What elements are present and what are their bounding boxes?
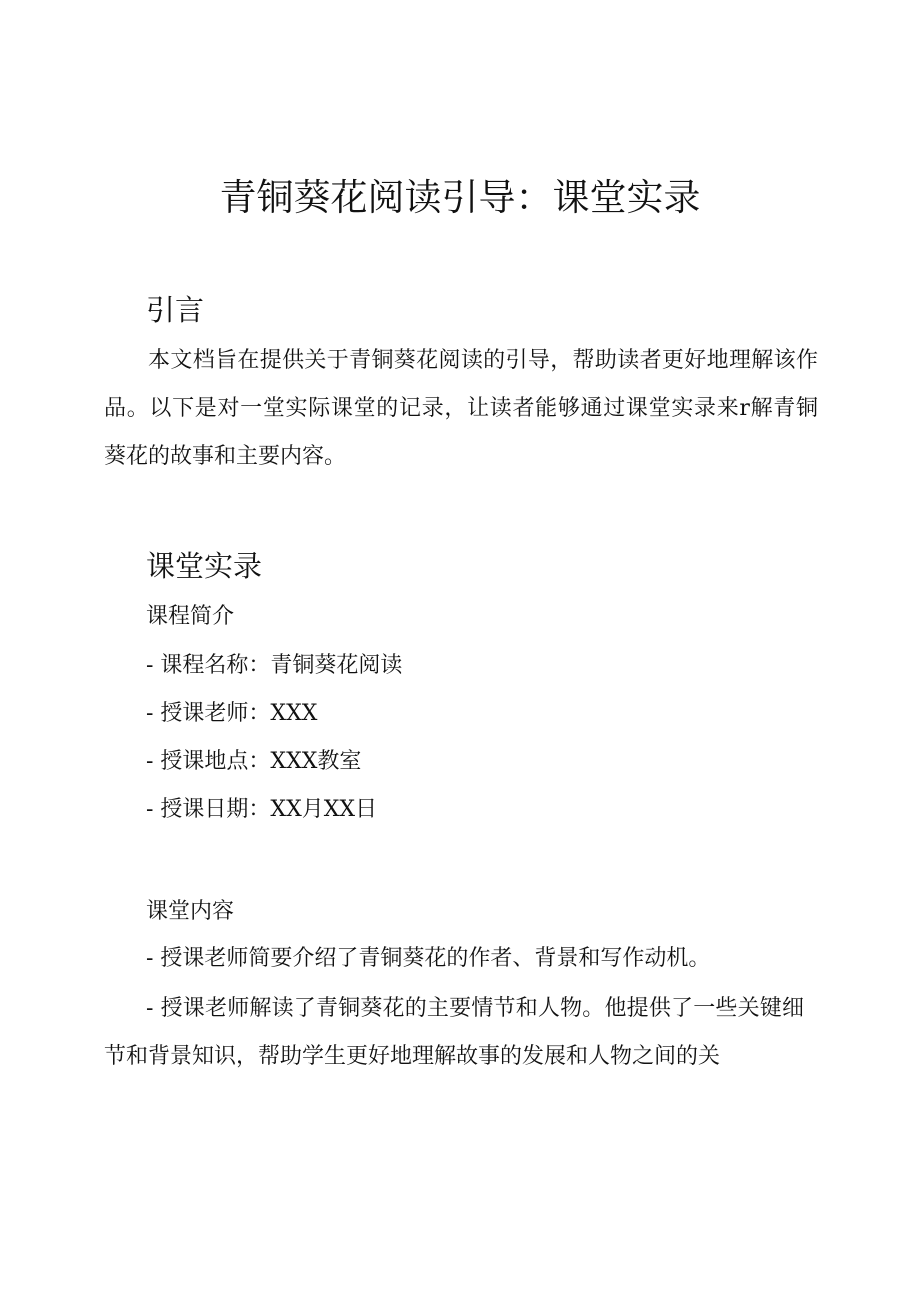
intro-heading: 引言 xyxy=(146,293,205,327)
list-item: - 课程名称：青铜葵花阅读 xyxy=(146,653,403,678)
intro-paragraph: 本文档旨在提供关于青铜葵花阅读的引导，帮助读者更好地理解该作品。以下是对一堂实际课堂的记录，让读者能够通过课堂实录来r解青铜葵花的故事和主要内容。 xyxy=(104,348,818,469)
list-item: - 授课老师简要介绍了青铜葵花的作者、背景和写作动机。 xyxy=(146,946,711,971)
content-heading: 课堂内容 xyxy=(146,899,235,924)
list-item: - 授课老师解读了青铜葵花的主要情节和人物。他提供了一些关键细节和背景知识，帮助学生更好地理解故事的发展和人物之间的关 xyxy=(104,996,804,1069)
list-item: - 授课日期：XX月XX日 xyxy=(146,797,378,822)
document-title: 青铜葵花阅读引导：课堂实录 xyxy=(219,176,701,219)
list-item: - 授课老师：XXX xyxy=(146,701,318,726)
list-item: - 授课地点：XXX教室 xyxy=(146,749,362,774)
overview-heading: 课程简介 xyxy=(146,604,235,629)
record-heading: 课堂实录 xyxy=(146,549,263,583)
